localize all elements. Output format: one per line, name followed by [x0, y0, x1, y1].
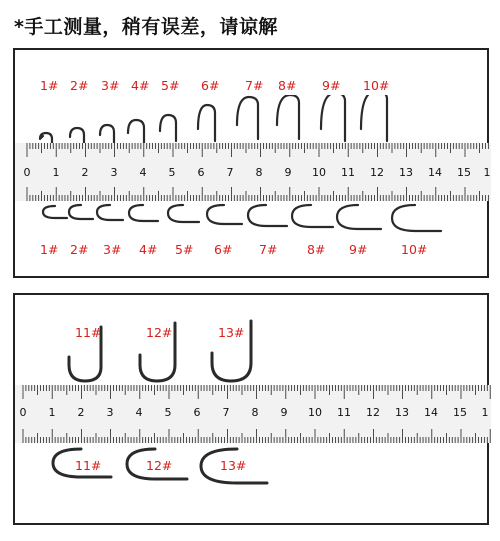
ruler-num-1: 1: [48, 406, 56, 419]
bottom-label-1: 1#: [40, 242, 59, 257]
top-label-13: 13#: [218, 325, 245, 340]
ruler-num-16: 1: [483, 166, 491, 179]
hook-icon: [392, 205, 441, 231]
hook-icon: [41, 136, 43, 138]
ruler-num-5: 5: [164, 406, 172, 419]
ruler-num-15: 15: [453, 406, 467, 419]
top-hooks-row-2: [15, 317, 491, 387]
bottom-label-13: 13#: [220, 458, 247, 473]
bottom-label-3: 3#: [103, 242, 122, 257]
hook-icon: [129, 205, 158, 221]
top-hooks-row: [15, 95, 491, 147]
top-label-4: 4#: [131, 78, 150, 93]
hook-icon: [292, 205, 333, 227]
hook-icon: [248, 205, 287, 226]
ruler-num-9: 9: [280, 406, 288, 419]
ruler-num-7: 7: [222, 406, 230, 419]
ruler-num-15: 15: [457, 166, 471, 179]
ruler-num-10: 10: [308, 406, 322, 419]
ruler-num-12: 12: [366, 406, 380, 419]
hook-icon: [277, 95, 299, 139]
bottom-label-7: 7#: [259, 242, 278, 257]
hook-icon: [321, 95, 345, 141]
ruler-num-11: 11: [337, 406, 351, 419]
hook-icon: [97, 205, 123, 220]
hook-icon: [69, 327, 101, 381]
top-label-1: 1#: [40, 78, 59, 93]
hook-icon: [100, 125, 114, 143]
top-label-12: 12#: [146, 325, 173, 340]
bottom-label-9: 9#: [349, 242, 368, 257]
hook-icon: [361, 95, 387, 141]
ruler-num-9: 9: [284, 166, 292, 179]
bottom-hooks-row: [15, 200, 491, 236]
hook-icon: [207, 205, 242, 224]
ruler-num-3: 3: [106, 406, 114, 419]
top-label-8: 8#: [278, 78, 297, 93]
ruler-num-2: 2: [81, 166, 89, 179]
bottom-label-4: 4#: [139, 242, 158, 257]
ruler-num-2: 2: [77, 406, 85, 419]
ruler-num-1: 1: [52, 166, 60, 179]
bottom-label-6: 6#: [214, 242, 233, 257]
ruler-num-13: 13: [399, 166, 413, 179]
bottom-label-2: 2#: [70, 242, 89, 257]
bottom-label-11: 11#: [75, 458, 102, 473]
ruler-num-10: 10: [312, 166, 326, 179]
ruler-num-0: 0: [19, 406, 27, 419]
ruler-num-3: 3: [110, 166, 118, 179]
top-label-6: 6#: [201, 78, 220, 93]
ruler-num-6: 6: [193, 406, 201, 419]
hook-size-panel-11-13: [13, 293, 489, 525]
ruler-num-8: 8: [251, 406, 259, 419]
ruler-num-14: 14: [424, 406, 438, 419]
hook-icon: [198, 105, 215, 141]
ruler-num-5: 5: [168, 166, 176, 179]
ruler-num-0: 0: [23, 166, 31, 179]
bottom-label-5: 5#: [175, 242, 194, 257]
ruler-num-12: 12: [370, 166, 384, 179]
ruler-num-16: 1: [481, 406, 489, 419]
ruler-num-7: 7: [226, 166, 234, 179]
top-label-9: 9#: [322, 78, 341, 93]
hook-icon: [168, 205, 199, 222]
ruler-num-11: 11: [341, 166, 355, 179]
ruler-num-4: 4: [135, 406, 143, 419]
hook-icon: [140, 323, 175, 381]
bottom-label-8: 8#: [307, 242, 326, 257]
ruler-num-4: 4: [139, 166, 147, 179]
hook-icon: [160, 115, 176, 141]
ruler-num-14: 14: [428, 166, 442, 179]
hook-icon: [337, 205, 381, 229]
bottom-label-12: 12#: [146, 458, 173, 473]
ruler-num-6: 6: [197, 166, 205, 179]
bottom-label-10: 10#: [401, 242, 428, 257]
top-label-3: 3#: [101, 78, 120, 93]
hook-icon: [237, 97, 258, 139]
top-label-10: 10#: [363, 78, 390, 93]
hook-size-panel-1-10: [13, 48, 489, 278]
top-label-2: 2#: [70, 78, 89, 93]
top-label-5: 5#: [161, 78, 180, 93]
hook-icon: [128, 120, 144, 143]
top-label-7: 7#: [245, 78, 264, 93]
ruler-num-8: 8: [255, 166, 263, 179]
ruler-num-13: 13: [395, 406, 409, 419]
hook-icon: [69, 205, 93, 219]
hook-icon: [43, 206, 67, 218]
top-label-11: 11#: [75, 325, 102, 340]
hook-icon: [212, 321, 251, 381]
measurement-note: *手工测量，稍有误差，请谅解: [14, 16, 278, 38]
